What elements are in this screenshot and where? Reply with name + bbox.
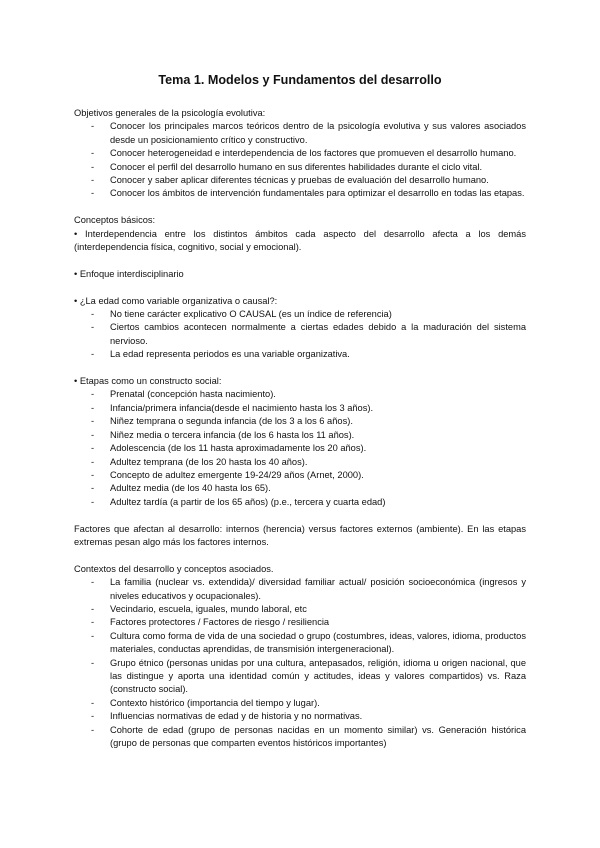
conceptos-heading: Conceptos básicos: [74,215,156,226]
list-item: - Contexto histórico (importancia del tiempo y lugar). [110,697,526,710]
list-item: - Conocer y saber aplicar diferentes técnicas y pruebas de evaluación del desarrollo humano. [110,174,526,187]
spacer [74,281,526,294]
list-item: - Adultez media (de los 40 hasta los 65). [110,482,526,495]
list-item: - Grupo étnico (personas unidas por una cultura, antepasados, religión, idioma u origen nacional, que las distingue y aporta una identidad común y actitudes, ideas y valores compartidos) vs. Raza (constructo social). [110,657,526,697]
list-item: - Factores protectores / Factores de riesgo / resiliencia [110,616,526,629]
list-item: - Concepto de adultez emergente 19-24/29 años (Arnet, 2000). [110,469,526,482]
contextos-list [74,576,526,750]
spacer [74,254,526,267]
etapas-list [74,388,526,509]
section-objetivos [74,107,526,201]
list-item: - Niñez temprana o segunda infancia (de los 3 a los 6 años). [110,415,526,428]
edad-list [74,308,526,362]
list-item: - La familia (nuclear vs. extendida)/ diversidad familiar actual/ posición socioeconómica (ingresos y niveles educativos y ocupacionales). [110,576,526,603]
list-item: - Prenatal (concepción hasta nacimiento). [110,388,526,401]
list-item: - No tiene carácter explicativo O CAUSAL (es un índice de referencia) [110,308,526,321]
spacer [74,549,526,562]
list-item: - Cultura como forma de vida de una sociedad o grupo (costumbres, ideas, valores, idioma, productos materiales, conductas aprendidas, de transmisión intergeneracional). [110,630,526,657]
list-item: - Vecindario, escuela, iguales, mundo laboral, etc [110,603,526,616]
list-item: - Adultez tardía (a partir de los 65 años) (p.e., tercera y cuarta edad) [110,496,526,509]
spacer [74,509,526,522]
list-item: - Adultez temprana (de los 20 hasta los 40 años). [110,456,526,469]
page-title: Tema 1. Modelos y Fundamentos del desarrollo [158,73,442,87]
list-item: - Niñez media o tercera infancia (de los 6 hasta los 11 años). [110,429,526,442]
interdependencia-paragraph: • Interdependencia entre los distintos ámbitos cada aspecto del desarrollo afecta a los demás (interdependencia física, cognitivo, social y emocional). [74,228,526,253]
list-item: - Infancia/primera infancia(desde el nacimiento hasta los 3 años). [110,402,526,415]
list-item: - Adolescencia (de los 11 hasta aproximadamente los 20 años). [110,442,526,455]
etapas-heading: • Etapas como un constructo social: [74,376,222,387]
section-conceptos [74,214,526,509]
list-item: - Conocer heterogeneidad e interdependencia de los factores que promueven el desarrollo humano. [110,147,526,160]
enfoque-paragraph: • Enfoque interdisciplinario [74,268,184,279]
list-item: - La edad representa periodos es una variable organizativa. [110,348,526,361]
objetivos-heading: Objetivos generales de la psicología evolutiva: [74,108,266,118]
contextos-heading: Contextos del desarrollo y conceptos asociados. [74,563,274,574]
section-contextos [74,563,526,751]
list-item: - Influencias normativas de edad y de historia y no normativas. [110,710,526,723]
factores-paragraph: Factores que afectan al desarrollo: internos (herencia) versus factores externos (ambiente). En las etapas extremas pesan algo más los factores internos. [74,523,526,547]
list-item: - Conocer el perfil del desarrollo humano en sus diferentes habilidades durante el ciclo vital. [110,161,526,174]
objetivos-list [74,120,526,200]
list-item: - Ciertos cambios acontecen normalmente a ciertas edades debido a la maduración del sistema nervioso. [110,321,526,348]
spacer [74,362,526,375]
spacer [74,201,526,214]
list-item: - Conocer los ámbitos de intervención fundamentales para optimizar el desarrollo en todas las etapas. [110,187,526,200]
list-item: - Cohorte de edad (grupo de personas nacidas en un momento similar) vs. Generación histórica (grupo de personas que comparten eventos históricos importantes) [110,724,526,751]
list-item: - Conocer los principales marcos teóricos dentro de la psicología evolutiva y sus valores asociados desde un posicionamiento crítico y constructivo. [110,120,526,147]
edad-heading: • ¿La edad como variable organizativa o causal?: [74,295,278,306]
